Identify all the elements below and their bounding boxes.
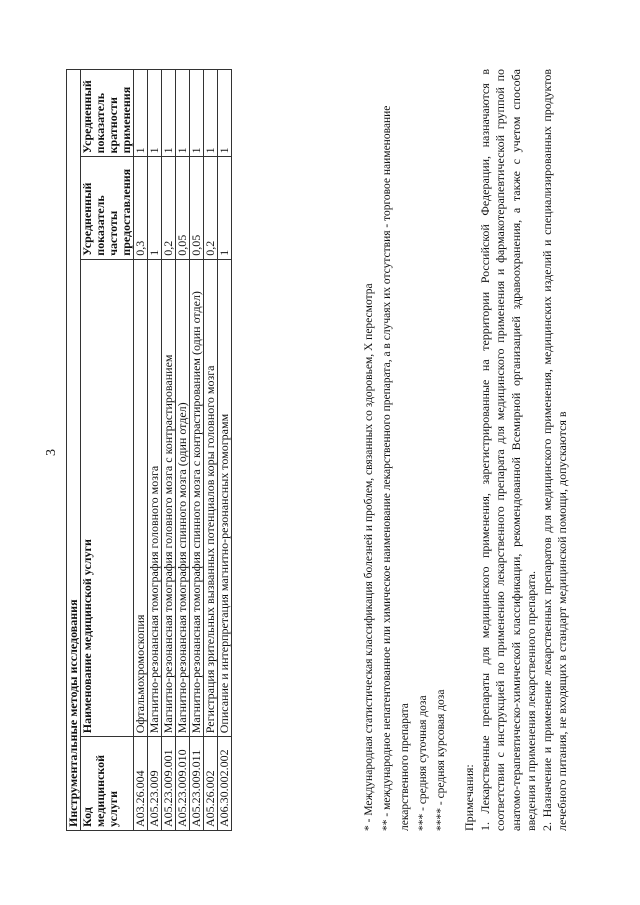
header-code: Код медицинской услуги <box>81 737 134 831</box>
cell-multiplicity: 1 <box>162 70 176 157</box>
notes-title: Примечания: <box>462 764 476 831</box>
cell-frequency: 1 <box>218 157 232 259</box>
footnote: *** - средняя суточная доза <box>417 695 429 831</box>
cell-frequency: 0,2 <box>204 157 218 259</box>
footnote: **** - средняя курсовая доза <box>435 689 447 831</box>
cell-code: A05.23.009.011 <box>190 737 204 831</box>
cell-multiplicity: 1 <box>176 70 190 157</box>
table-row <box>204 70 218 831</box>
cell-name: Магнитно-резонансная томография головного мозга с контрастированием <box>162 259 176 737</box>
page-number: 3 <box>44 449 59 456</box>
cell-code: A05.23.009.010 <box>176 737 190 831</box>
medical-services-table <box>66 69 232 831</box>
table-row <box>148 70 162 831</box>
cell-name: Магнитно-резонансная томография головного мозга <box>148 259 162 737</box>
cell-name: Магнитно-резонансная томография спинного мозга (один отдел) <box>176 259 190 737</box>
cell-code: A05.23.009 <box>148 737 162 831</box>
cell-code: A03.26.004 <box>134 737 148 831</box>
cell-multiplicity: 1 <box>218 70 232 157</box>
cell-code: A05.23.009.001 <box>162 737 176 831</box>
header-name: Наименование медицинской услуги <box>81 259 134 737</box>
cell-name: Магнитно-резонансная томография спинного мозга с контрастированием (один отдел) <box>190 259 204 737</box>
cell-name: Описание и интерпретация магнитно-резонансных томограмм <box>218 259 232 737</box>
table-row <box>162 70 176 831</box>
cell-frequency: 0,2 <box>162 157 176 259</box>
footnote: ** - международное непатентованное или химическое наименование лекарственного препарата, а в случаях их отсутствия - торговое наименование лекарственного препарата <box>381 105 411 831</box>
section-title: Инструментальные методы исследования <box>67 70 81 831</box>
footnotes <box>360 71 450 831</box>
table-row <box>134 70 148 831</box>
table-row <box>190 70 204 831</box>
cell-code: A06.30.002.002 <box>218 737 232 831</box>
cell-frequency: 0,05 <box>190 157 204 259</box>
table-row <box>176 70 190 831</box>
cell-name: Офтальмохромоскопия <box>134 259 148 737</box>
table-header-row <box>81 70 134 831</box>
note-item: 1. Лекарственные препараты для медицинского применения, зарегистрированные на территории Российской Федерации, назначаются в соответствии с инструкцией по применению лекарственного препарата для медицинского применения и фармакотерапевтической группой по анатомо-терапевтическо-химической классификации, рекомендованной Всемирной организацией здравоохранения, а также с учетом способа введения и применения лекарственного препарата. <box>477 69 538 831</box>
cell-code: A05.26.002 <box>204 737 218 831</box>
cell-frequency: 0,05 <box>176 157 190 259</box>
note-item: 2. Назначение и применение лекарственных препаратов для медицинского применения, медицинских изделий и специализированных продуктов лечебного питания, не входящих в стандарт медицинской помощи, допускаются в <box>539 69 569 831</box>
table-row <box>218 70 232 831</box>
header-multiplicity: Усредненный показатель кратности применения <box>81 70 134 157</box>
cell-multiplicity: 1 <box>190 70 204 157</box>
footnote: * - Международная статистическая классификация болезней и проблем, связанных со здоровьем, X пересмотра <box>363 283 375 831</box>
cell-multiplicity: 1 <box>204 70 218 157</box>
cell-multiplicity: 1 <box>148 70 162 157</box>
header-frequency: Усредненный показатель частоты предоставления <box>81 157 134 259</box>
cell-multiplicity: 1 <box>134 70 148 157</box>
cell-frequency: 1 <box>148 157 162 259</box>
notes-section <box>462 69 571 831</box>
cell-frequency: 0,3 <box>134 157 148 259</box>
cell-name: Регистрация зрительных вызванных потенциалов коры головного мозга <box>204 259 218 737</box>
table-section-row <box>67 70 81 831</box>
